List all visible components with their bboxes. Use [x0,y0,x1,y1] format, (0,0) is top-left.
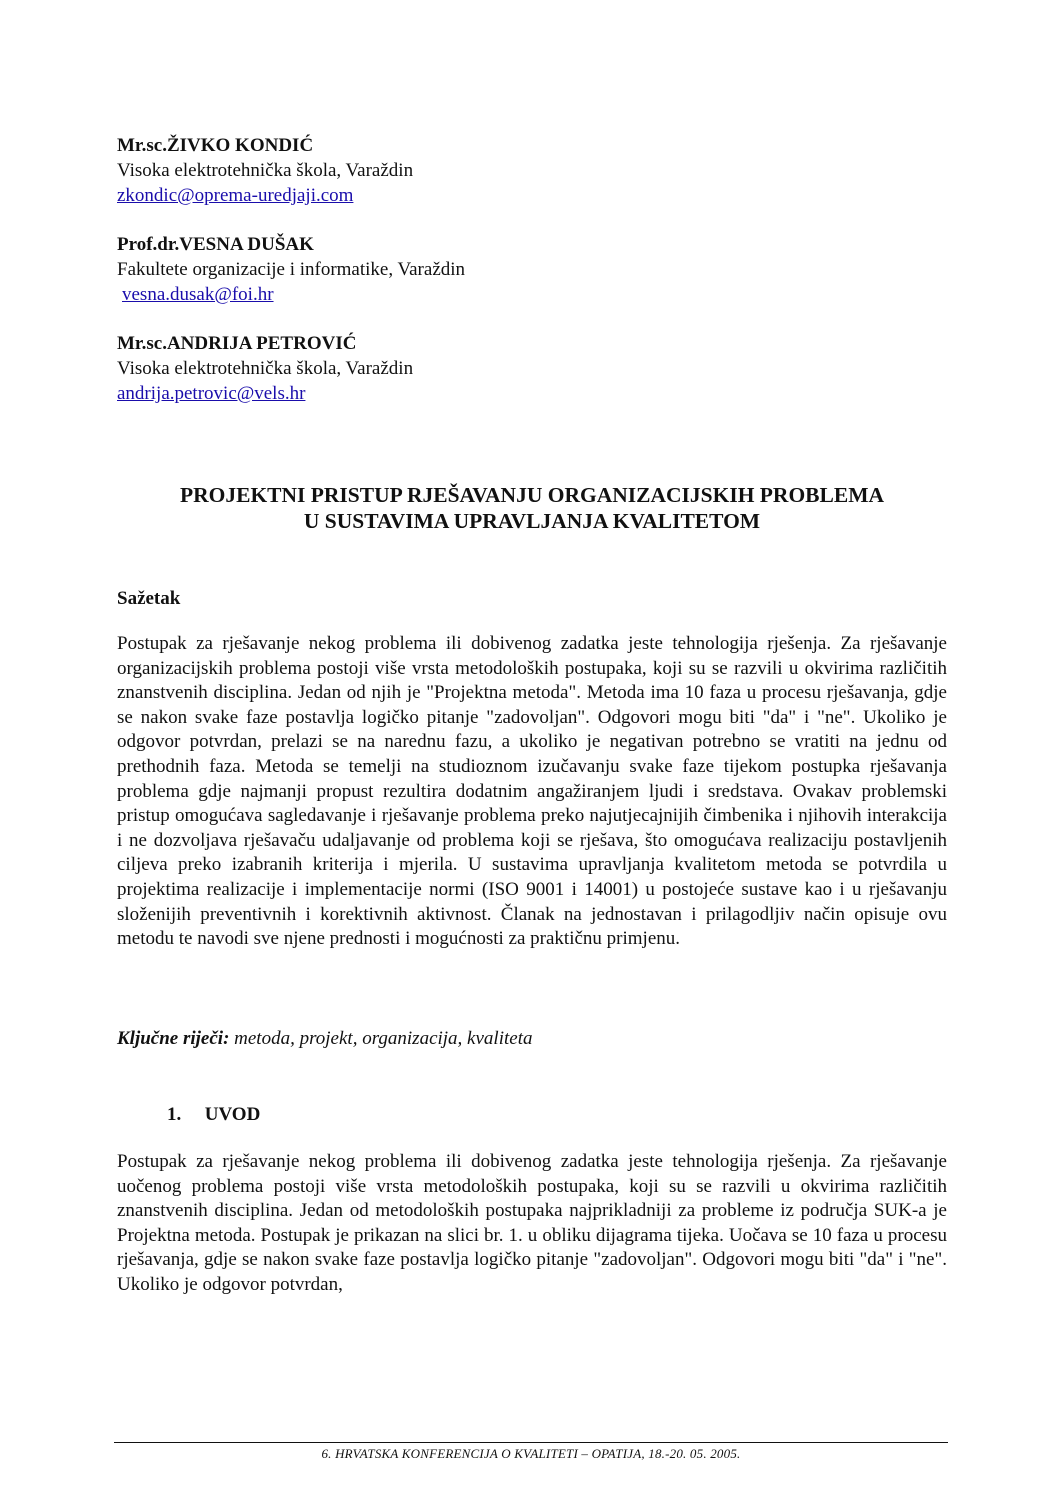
author-block-1 [117,133,947,208]
footer-rule [114,1442,948,1443]
section-title: UVOD [204,1104,261,1125]
author-affiliation: Fakultete organizacije i informatike, Varaždin [117,259,466,280]
section-number: 1. [167,1104,182,1125]
author-name: Mr.sc.ANDRIJA PETROVIĆ [117,333,357,354]
keywords-text: metoda, projekt, organizacija, kvaliteta [229,1028,533,1049]
section-heading-uvod [167,1104,260,1126]
keywords [117,1028,532,1050]
author-block-3 [117,331,947,406]
paper-title-line-2: U SUSTAVIMA UPRAVLJANJA KVALITETOM [303,509,761,533]
author-affiliation: Visoka elektrotehnička škola, Varaždin [117,160,414,181]
abstract-heading: Sažetak [117,588,181,609]
abstract-text: Postupak za rješavanje nekog problema ili dobivenog zadatka jeste tehnologija rješenja. Za rješavanje organizacijskih problema postoji više vrsta metodoloških postupaka, koji su se razvili u okvirima različitih znanstvenih disciplina. Jedan od njih je "Projektna metoda". Metoda ima 10 faza u procesu rješavanja, gdje se nakon svake faze postavlja logičko pitanje "zadovoljan". Odgovori mogu biti "da" i "ne". Ukoliko je odgovor potvrdan, prelazi se na narednu fazu, a ukoliko je negativan potrebno se vratiti na jednu od prethodnih faza. Metoda se temelji na studioznom izučavanju svake faze tijekom postupka rješavanja problema gdje najmanji propust rezultira dodatnim angažiranjem ljudi i sredstava. Ovakav problemski pristup omogućava sagledavanje i rješavanje problema preko najutjecajnijih čimbenika i njihovih interakcija i ne dozvoljava rješavaču udaljavanje od problema koji se rješava, što omogućava realizaciju postavljenih ciljeva preko izabranih kriterija i mjerila. U sustavima upravljanja kvalitetom metoda se potvrdila u projektima realizacije i implementacije normi (ISO 9001 i 14001) u postojeće sustave kao i u rješavanju složenijih preventivnih i korektivnih aktivnost. Članak na jednostavan i prilagodljiv način opisuje ovu metodu te navodi sve njene prednosti i mogućnosti za praktičnu primjenu. [117,633,947,950]
author-block-2 [117,232,947,307]
paper-title [117,482,947,534]
author-affiliation: Visoka elektrotehnička škola, Varaždin [117,358,414,379]
author-email-link[interactable]: vesna.dusak@foi.hr [122,284,274,305]
author-email-link[interactable]: zkondic@oprema-uredjaji.com [117,185,354,206]
author-name: Prof.dr.VESNA DUŠAK [117,234,314,255]
author-email-link[interactable]: andrija.petrovic@vels.hr [117,383,306,404]
author-name: Mr.sc.ŽIVKO KONDIĆ [117,135,314,156]
page-footer: 6. HRVATSKA KONFERENCIJA O KVALITETI – OPATIJA, 18.-20. 05. 2005. [321,1446,741,1461]
section-1-text: Postupak za rješavanje nekog problema ili dobivenog zadatka jeste tehnologija rješenja. Za rješavanje uočenog problema postoji više vrsta metodoloških postupaka, koji su se razvili u okvirima različitih znanstvenih disciplina. Jedan od metodoloških postupaka najprikladniji za probleme iz područja SUK-a je Projektna metoda. Postupak je prikazan na slici br. 1. u obliku dijagrama tijeka. Uočava se 10 faza u procesu rješavanja, gdje se nakon svake faze postavlja logičko pitanje "zadovoljan". Odgovori mogu biti "da" i "ne". Ukoliko je odgovor potvrdan, [117,1151,947,1295]
keywords-label: Ključne riječi: [117,1028,230,1049]
paper-title-line-1: PROJEKTNI PRISTUP RJEŠAVANJU ORGANIZACIJSKIH PROBLEMA [179,483,885,507]
